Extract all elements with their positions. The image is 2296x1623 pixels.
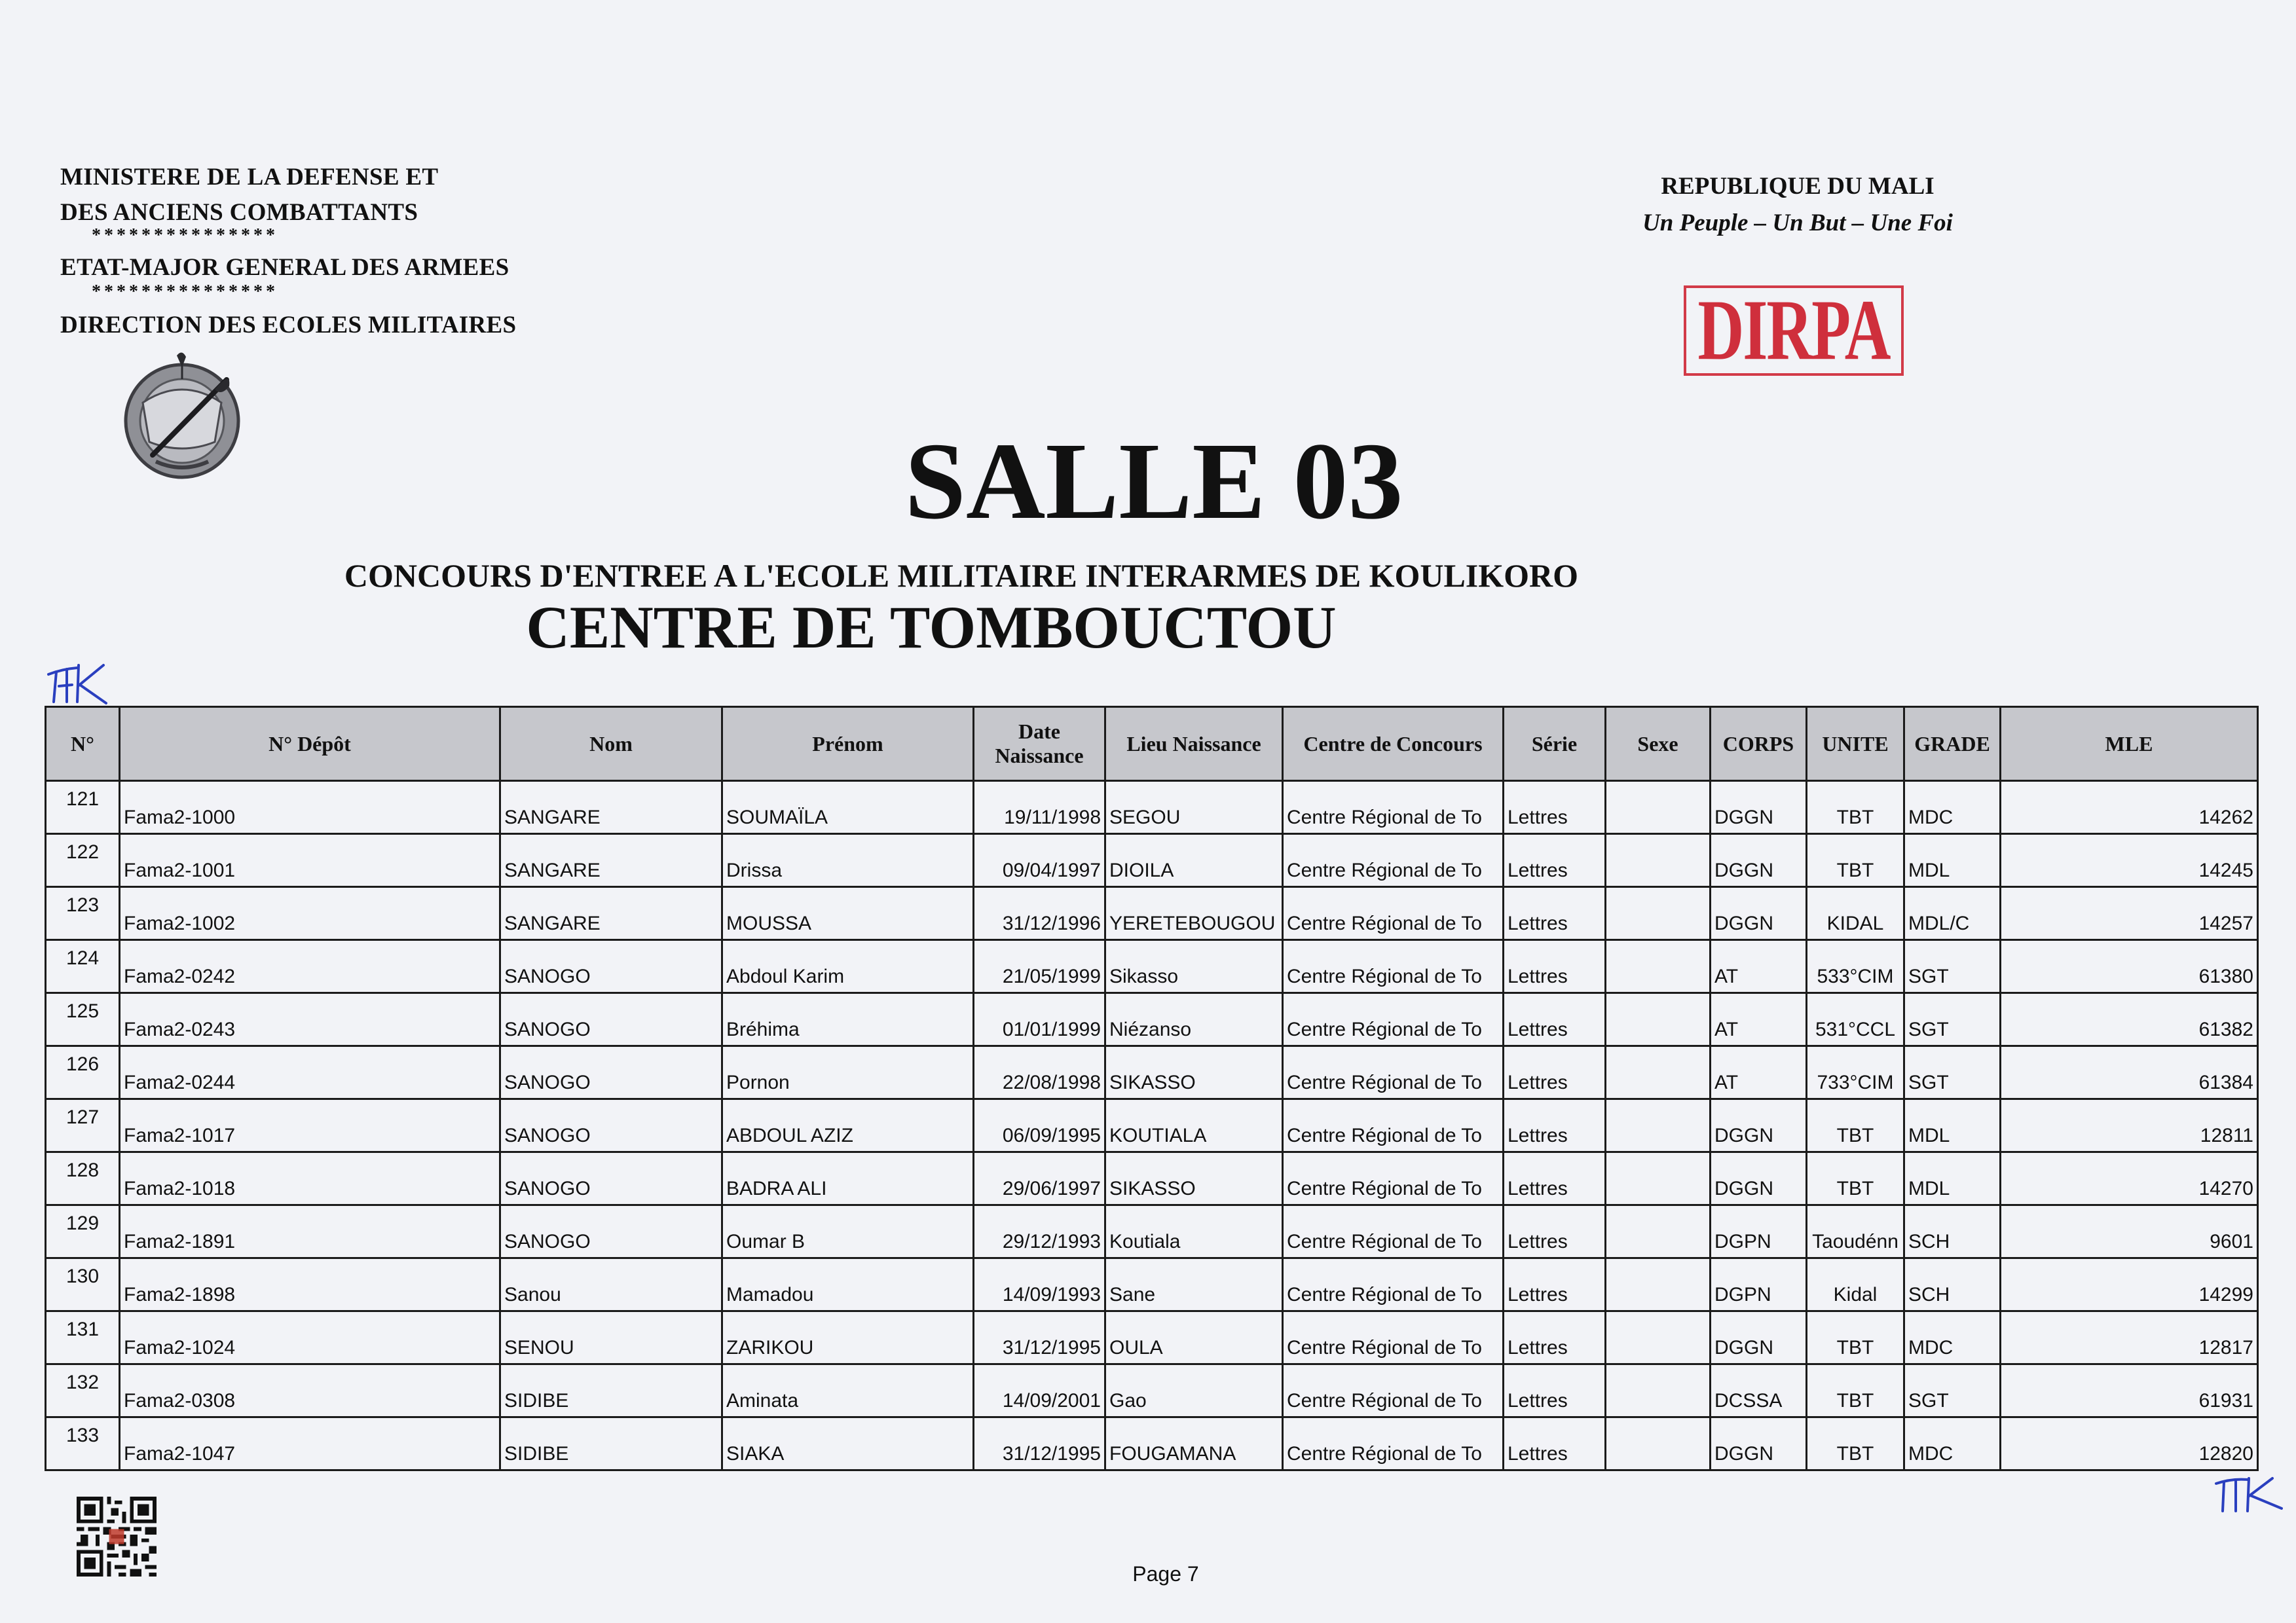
- cell-corps: AT: [1711, 993, 1807, 1046]
- military-schools-emblem-icon: [117, 350, 248, 484]
- cell-grade: SCH: [1904, 1258, 2001, 1311]
- cell-prenom: Aminata: [722, 1364, 974, 1417]
- cell-mle: 61380: [2001, 940, 2258, 993]
- exam-subtitle: CONCOURS D'ENTREE A L'ECOLE MILITAIRE INTERARMES DE KOULIKORO: [344, 557, 1579, 594]
- cell-date: 31/12/1995: [974, 1417, 1105, 1470]
- column-header-no: N°: [46, 707, 120, 781]
- table-row: [46, 1152, 2258, 1205]
- cell-grade: MDC: [1904, 781, 2001, 834]
- cell-date: 29/12/1993: [974, 1205, 1105, 1258]
- cell-corps: DGGN: [1711, 887, 1807, 940]
- cell-prenom: SIAKA: [722, 1417, 974, 1470]
- cell-sexe: [1606, 1311, 1711, 1364]
- cell-lieu: Koutiala: [1105, 1205, 1283, 1258]
- cell-corps: DCSSA: [1711, 1364, 1807, 1417]
- cell-lieu: FOUGAMANA: [1105, 1417, 1283, 1470]
- cell-centre: Centre Régional de To: [1283, 1258, 1504, 1311]
- cell-grade: MDL: [1904, 1099, 2001, 1152]
- cell-prenom: Oumar B: [722, 1205, 974, 1258]
- cell-mle: 14245: [2001, 834, 2258, 887]
- cell-no: 130: [46, 1258, 120, 1311]
- handwritten-initials-bottom: [2212, 1474, 2284, 1516]
- cell-mle: 12817: [2001, 1311, 2258, 1364]
- table-row: [46, 940, 2258, 993]
- cell-serie: Lettres: [1504, 781, 1606, 834]
- cell-centre: Centre Régional de To: [1283, 1205, 1504, 1258]
- cell-unite: TBT: [1807, 1099, 1904, 1152]
- cell-nom: SIDIBE: [500, 1364, 722, 1417]
- cell-serie: Lettres: [1504, 1152, 1606, 1205]
- column-header-depot: N° Dépôt: [120, 707, 500, 781]
- cell-date: 06/09/1995: [974, 1099, 1105, 1152]
- cell-depot: Fama2-1898: [120, 1258, 500, 1311]
- cell-prenom: Mamadou: [722, 1258, 974, 1311]
- cell-prenom: Drissa: [722, 834, 974, 887]
- cell-grade: SGT: [1904, 940, 2001, 993]
- cell-prenom: Bréhima: [722, 993, 974, 1046]
- cell-corps: DGGN: [1711, 834, 1807, 887]
- cell-grade: MDC: [1904, 1417, 2001, 1470]
- cell-centre: Centre Régional de To: [1283, 1046, 1504, 1099]
- cell-serie: Lettres: [1504, 1258, 1606, 1311]
- cell-sexe: [1606, 1205, 1711, 1258]
- cell-corps: DGGN: [1711, 1152, 1807, 1205]
- cell-lieu: SIKASSO: [1105, 1046, 1283, 1099]
- handwritten-initials-top: [46, 660, 111, 708]
- cell-nom: Sanou: [500, 1258, 722, 1311]
- table-header-row: [46, 707, 2258, 781]
- cell-serie: Lettres: [1504, 1205, 1606, 1258]
- separator-stars-1: ***************: [92, 225, 278, 246]
- table-row: [46, 1311, 2258, 1364]
- cell-nom: SANGARE: [500, 887, 722, 940]
- cell-grade: MDL: [1904, 1152, 2001, 1205]
- ministry-line-2: DES ANCIENS COMBATTANTS: [60, 199, 418, 226]
- cell-nom: SANGARE: [500, 781, 722, 834]
- cell-centre: Centre Régional de To: [1283, 1311, 1504, 1364]
- column-header-corps: CORPS: [1711, 707, 1807, 781]
- cell-corps: DGGN: [1711, 1417, 1807, 1470]
- cell-nom: SANOGO: [500, 1046, 722, 1099]
- cell-date: 09/04/1997: [974, 834, 1105, 887]
- cell-sexe: [1606, 1258, 1711, 1311]
- table-row: [46, 781, 2258, 834]
- etat-major-line: ETAT-MAJOR GENERAL DES ARMEES: [60, 254, 509, 281]
- cell-lieu: KOUTIALA: [1105, 1099, 1283, 1152]
- cell-unite: TBT: [1807, 1152, 1904, 1205]
- column-header-serie: Série: [1504, 707, 1606, 781]
- cell-depot: Fama2-1891: [120, 1205, 500, 1258]
- cell-serie: Lettres: [1504, 887, 1606, 940]
- cell-date: 14/09/1993: [974, 1258, 1105, 1311]
- cell-centre: Centre Régional de To: [1283, 1152, 1504, 1205]
- cell-centre: Centre Régional de To: [1283, 940, 1504, 993]
- table-body: [46, 781, 2258, 1470]
- cell-date: 01/01/1999: [974, 993, 1105, 1046]
- cell-sexe: [1606, 1417, 1711, 1470]
- cell-no: 124: [46, 940, 120, 993]
- cell-depot: Fama2-1001: [120, 834, 500, 887]
- cell-grade: MDC: [1904, 1311, 2001, 1364]
- cell-unite: TBT: [1807, 1364, 1904, 1417]
- cell-grade: MDL/C: [1904, 887, 2001, 940]
- cell-no: 122: [46, 834, 120, 887]
- cell-unite: Taoudénn: [1807, 1205, 1904, 1258]
- cell-lieu: SEGOU: [1105, 781, 1283, 834]
- cell-centre: Centre Régional de To: [1283, 1417, 1504, 1470]
- cell-unite: 531°CCL: [1807, 993, 1904, 1046]
- cell-serie: Lettres: [1504, 1046, 1606, 1099]
- cell-corps: DGPN: [1711, 1258, 1807, 1311]
- column-header-centre: Centre de Concours: [1283, 707, 1504, 781]
- column-header-nom: Nom: [500, 707, 722, 781]
- cell-unite: TBT: [1807, 1311, 1904, 1364]
- cell-unite: TBT: [1807, 834, 1904, 887]
- dirpa-stamp: [1684, 285, 1904, 376]
- cell-no: 132: [46, 1364, 120, 1417]
- cell-sexe: [1606, 1152, 1711, 1205]
- cell-no: 127: [46, 1099, 120, 1152]
- cell-prenom: Pornon: [722, 1046, 974, 1099]
- cell-mle: 12811: [2001, 1099, 2258, 1152]
- cell-date: 14/09/2001: [974, 1364, 1105, 1417]
- cell-prenom: BADRA ALI: [722, 1152, 974, 1205]
- cell-corps: AT: [1711, 940, 1807, 993]
- ministry-line-1: MINISTERE DE LA DEFENSE ET: [60, 164, 439, 191]
- table-row: [46, 887, 2258, 940]
- column-header-date: Date Naissance: [974, 707, 1105, 781]
- cell-depot: Fama2-1047: [120, 1417, 500, 1470]
- table-row: [46, 834, 2258, 887]
- country-name: REPUBLIQUE DU MALI: [1661, 173, 1935, 200]
- cell-lieu: SIKASSO: [1105, 1152, 1283, 1205]
- cell-no: 121: [46, 781, 120, 834]
- cell-corps: DGGN: [1711, 1311, 1807, 1364]
- column-header-unite: UNITE: [1807, 707, 1904, 781]
- column-header-prenom: Prénom: [722, 707, 974, 781]
- table-row: [46, 1099, 2258, 1152]
- cell-unite: TBT: [1807, 781, 1904, 834]
- cell-no: 129: [46, 1205, 120, 1258]
- exam-centre: CENTRE DE TOMBOUCTOU: [526, 594, 1337, 661]
- cell-lieu: YERETEBOUGOU: [1105, 887, 1283, 940]
- cell-mle: 61382: [2001, 993, 2258, 1046]
- cell-no: 126: [46, 1046, 120, 1099]
- column-header-sexe: Sexe: [1606, 707, 1711, 781]
- cell-unite: 533°CIM: [1807, 940, 1904, 993]
- cell-corps: DGGN: [1711, 1099, 1807, 1152]
- cell-serie: Lettres: [1504, 1099, 1606, 1152]
- cell-centre: Centre Régional de To: [1283, 1099, 1504, 1152]
- cell-grade: MDL: [1904, 834, 2001, 887]
- cell-corps: DGGN: [1711, 781, 1807, 834]
- cell-grade: SGT: [1904, 1364, 2001, 1417]
- cell-mle: 61931: [2001, 1364, 2258, 1417]
- cell-depot: Fama2-1000: [120, 781, 500, 834]
- cell-no: 128: [46, 1152, 120, 1205]
- cell-depot: Fama2-0242: [120, 940, 500, 993]
- column-header-mle: MLE: [2001, 707, 2258, 781]
- cell-prenom: ABDOUL AZIZ: [722, 1099, 974, 1152]
- cell-sexe: [1606, 834, 1711, 887]
- cell-date: 31/12/1995: [974, 1311, 1105, 1364]
- direction-line: DIRECTION DES ECOLES MILITAIRES: [60, 312, 517, 338]
- cell-depot: Fama2-0308: [120, 1364, 500, 1417]
- cell-nom: SANGARE: [500, 834, 722, 887]
- room-title: SALLE 03: [904, 420, 1403, 542]
- cell-nom: SANOGO: [500, 993, 722, 1046]
- table-row: [46, 1417, 2258, 1470]
- cell-centre: Centre Régional de To: [1283, 1364, 1504, 1417]
- cell-depot: Fama2-1017: [120, 1099, 500, 1152]
- page-number: Page 7: [1132, 1562, 1199, 1586]
- cell-serie: Lettres: [1504, 1364, 1606, 1417]
- candidate-table: [45, 706, 2259, 1471]
- cell-centre: Centre Régional de To: [1283, 834, 1504, 887]
- cell-serie: Lettres: [1504, 834, 1606, 887]
- cell-no: 131: [46, 1311, 120, 1364]
- cell-centre: Centre Régional de To: [1283, 993, 1504, 1046]
- cell-depot: Fama2-1024: [120, 1311, 500, 1364]
- cell-mle: 61384: [2001, 1046, 2258, 1099]
- cell-date: 31/12/1996: [974, 887, 1105, 940]
- cell-serie: Lettres: [1504, 1311, 1606, 1364]
- cell-prenom: MOUSSA: [722, 887, 974, 940]
- table-row: [46, 1046, 2258, 1099]
- cell-corps: DGPN: [1711, 1205, 1807, 1258]
- cell-sexe: [1606, 940, 1711, 993]
- separator-stars-2: ***************: [92, 282, 278, 302]
- cell-mle: 9601: [2001, 1205, 2258, 1258]
- table-row: [46, 993, 2258, 1046]
- table-row: [46, 1205, 2258, 1258]
- column-header-lieu: Lieu Naissance: [1105, 707, 1283, 781]
- cell-nom: SANOGO: [500, 1152, 722, 1205]
- cell-mle: 14299: [2001, 1258, 2258, 1311]
- table-row: [46, 1258, 2258, 1311]
- cell-date: 19/11/1998: [974, 781, 1105, 834]
- cell-nom: SIDIBE: [500, 1417, 722, 1470]
- cell-prenom: Abdoul Karim: [722, 940, 974, 993]
- cell-nom: SANOGO: [500, 1205, 722, 1258]
- cell-serie: Lettres: [1504, 1417, 1606, 1470]
- cell-grade: SCH: [1904, 1205, 2001, 1258]
- cell-lieu: Gao: [1105, 1364, 1283, 1417]
- cell-no: 123: [46, 887, 120, 940]
- cell-mle: 14262: [2001, 781, 2258, 834]
- cell-sexe: [1606, 887, 1711, 940]
- cell-serie: Lettres: [1504, 940, 1606, 993]
- cell-no: 133: [46, 1417, 120, 1470]
- cell-prenom: ZARIKOU: [722, 1311, 974, 1364]
- cell-grade: SGT: [1904, 993, 2001, 1046]
- cell-date: 22/08/1998: [974, 1046, 1105, 1099]
- cell-centre: Centre Régional de To: [1283, 781, 1504, 834]
- cell-nom: SANOGO: [500, 1099, 722, 1152]
- table-row: [46, 1364, 2258, 1417]
- cell-sexe: [1606, 1046, 1711, 1099]
- cell-no: 125: [46, 993, 120, 1046]
- cell-mle: 14270: [2001, 1152, 2258, 1205]
- cell-depot: Fama2-0244: [120, 1046, 500, 1099]
- cell-centre: Centre Régional de To: [1283, 887, 1504, 940]
- cell-unite: 733°CIM: [1807, 1046, 1904, 1099]
- cell-depot: Fama2-1002: [120, 887, 500, 940]
- cell-lieu: Niézanso: [1105, 993, 1283, 1046]
- cell-depot: Fama2-0243: [120, 993, 500, 1046]
- cell-lieu: Sikasso: [1105, 940, 1283, 993]
- cell-unite: TBT: [1807, 1417, 1904, 1470]
- cell-lieu: Sane: [1105, 1258, 1283, 1311]
- cell-nom: SANOGO: [500, 940, 722, 993]
- cell-date: 21/05/1999: [974, 940, 1105, 993]
- national-motto: Un Peuple – Un But – Une Foi: [1642, 210, 1953, 236]
- stamp-text: DIRPA: [1697, 285, 1890, 376]
- cell-sexe: [1606, 1364, 1711, 1417]
- cell-nom: SENOU: [500, 1311, 722, 1364]
- cell-lieu: OULA: [1105, 1311, 1283, 1364]
- cell-date: 29/06/1997: [974, 1152, 1105, 1205]
- cell-grade: SGT: [1904, 1046, 2001, 1099]
- cell-sexe: [1606, 993, 1711, 1046]
- cell-serie: Lettres: [1504, 993, 1606, 1046]
- cell-mle: 12820: [2001, 1417, 2258, 1470]
- cell-depot: Fama2-1018: [120, 1152, 500, 1205]
- cell-prenom: SOUMAÏLA: [722, 781, 974, 834]
- cell-unite: KIDAL: [1807, 887, 1904, 940]
- column-header-grade: GRADE: [1904, 707, 2001, 781]
- qr-code-icon: [77, 1497, 157, 1579]
- cell-corps: AT: [1711, 1046, 1807, 1099]
- cell-sexe: [1606, 781, 1711, 834]
- cell-mle: 14257: [2001, 887, 2258, 940]
- cell-unite: Kidal: [1807, 1258, 1904, 1311]
- cell-lieu: DIOILA: [1105, 834, 1283, 887]
- cell-sexe: [1606, 1099, 1711, 1152]
